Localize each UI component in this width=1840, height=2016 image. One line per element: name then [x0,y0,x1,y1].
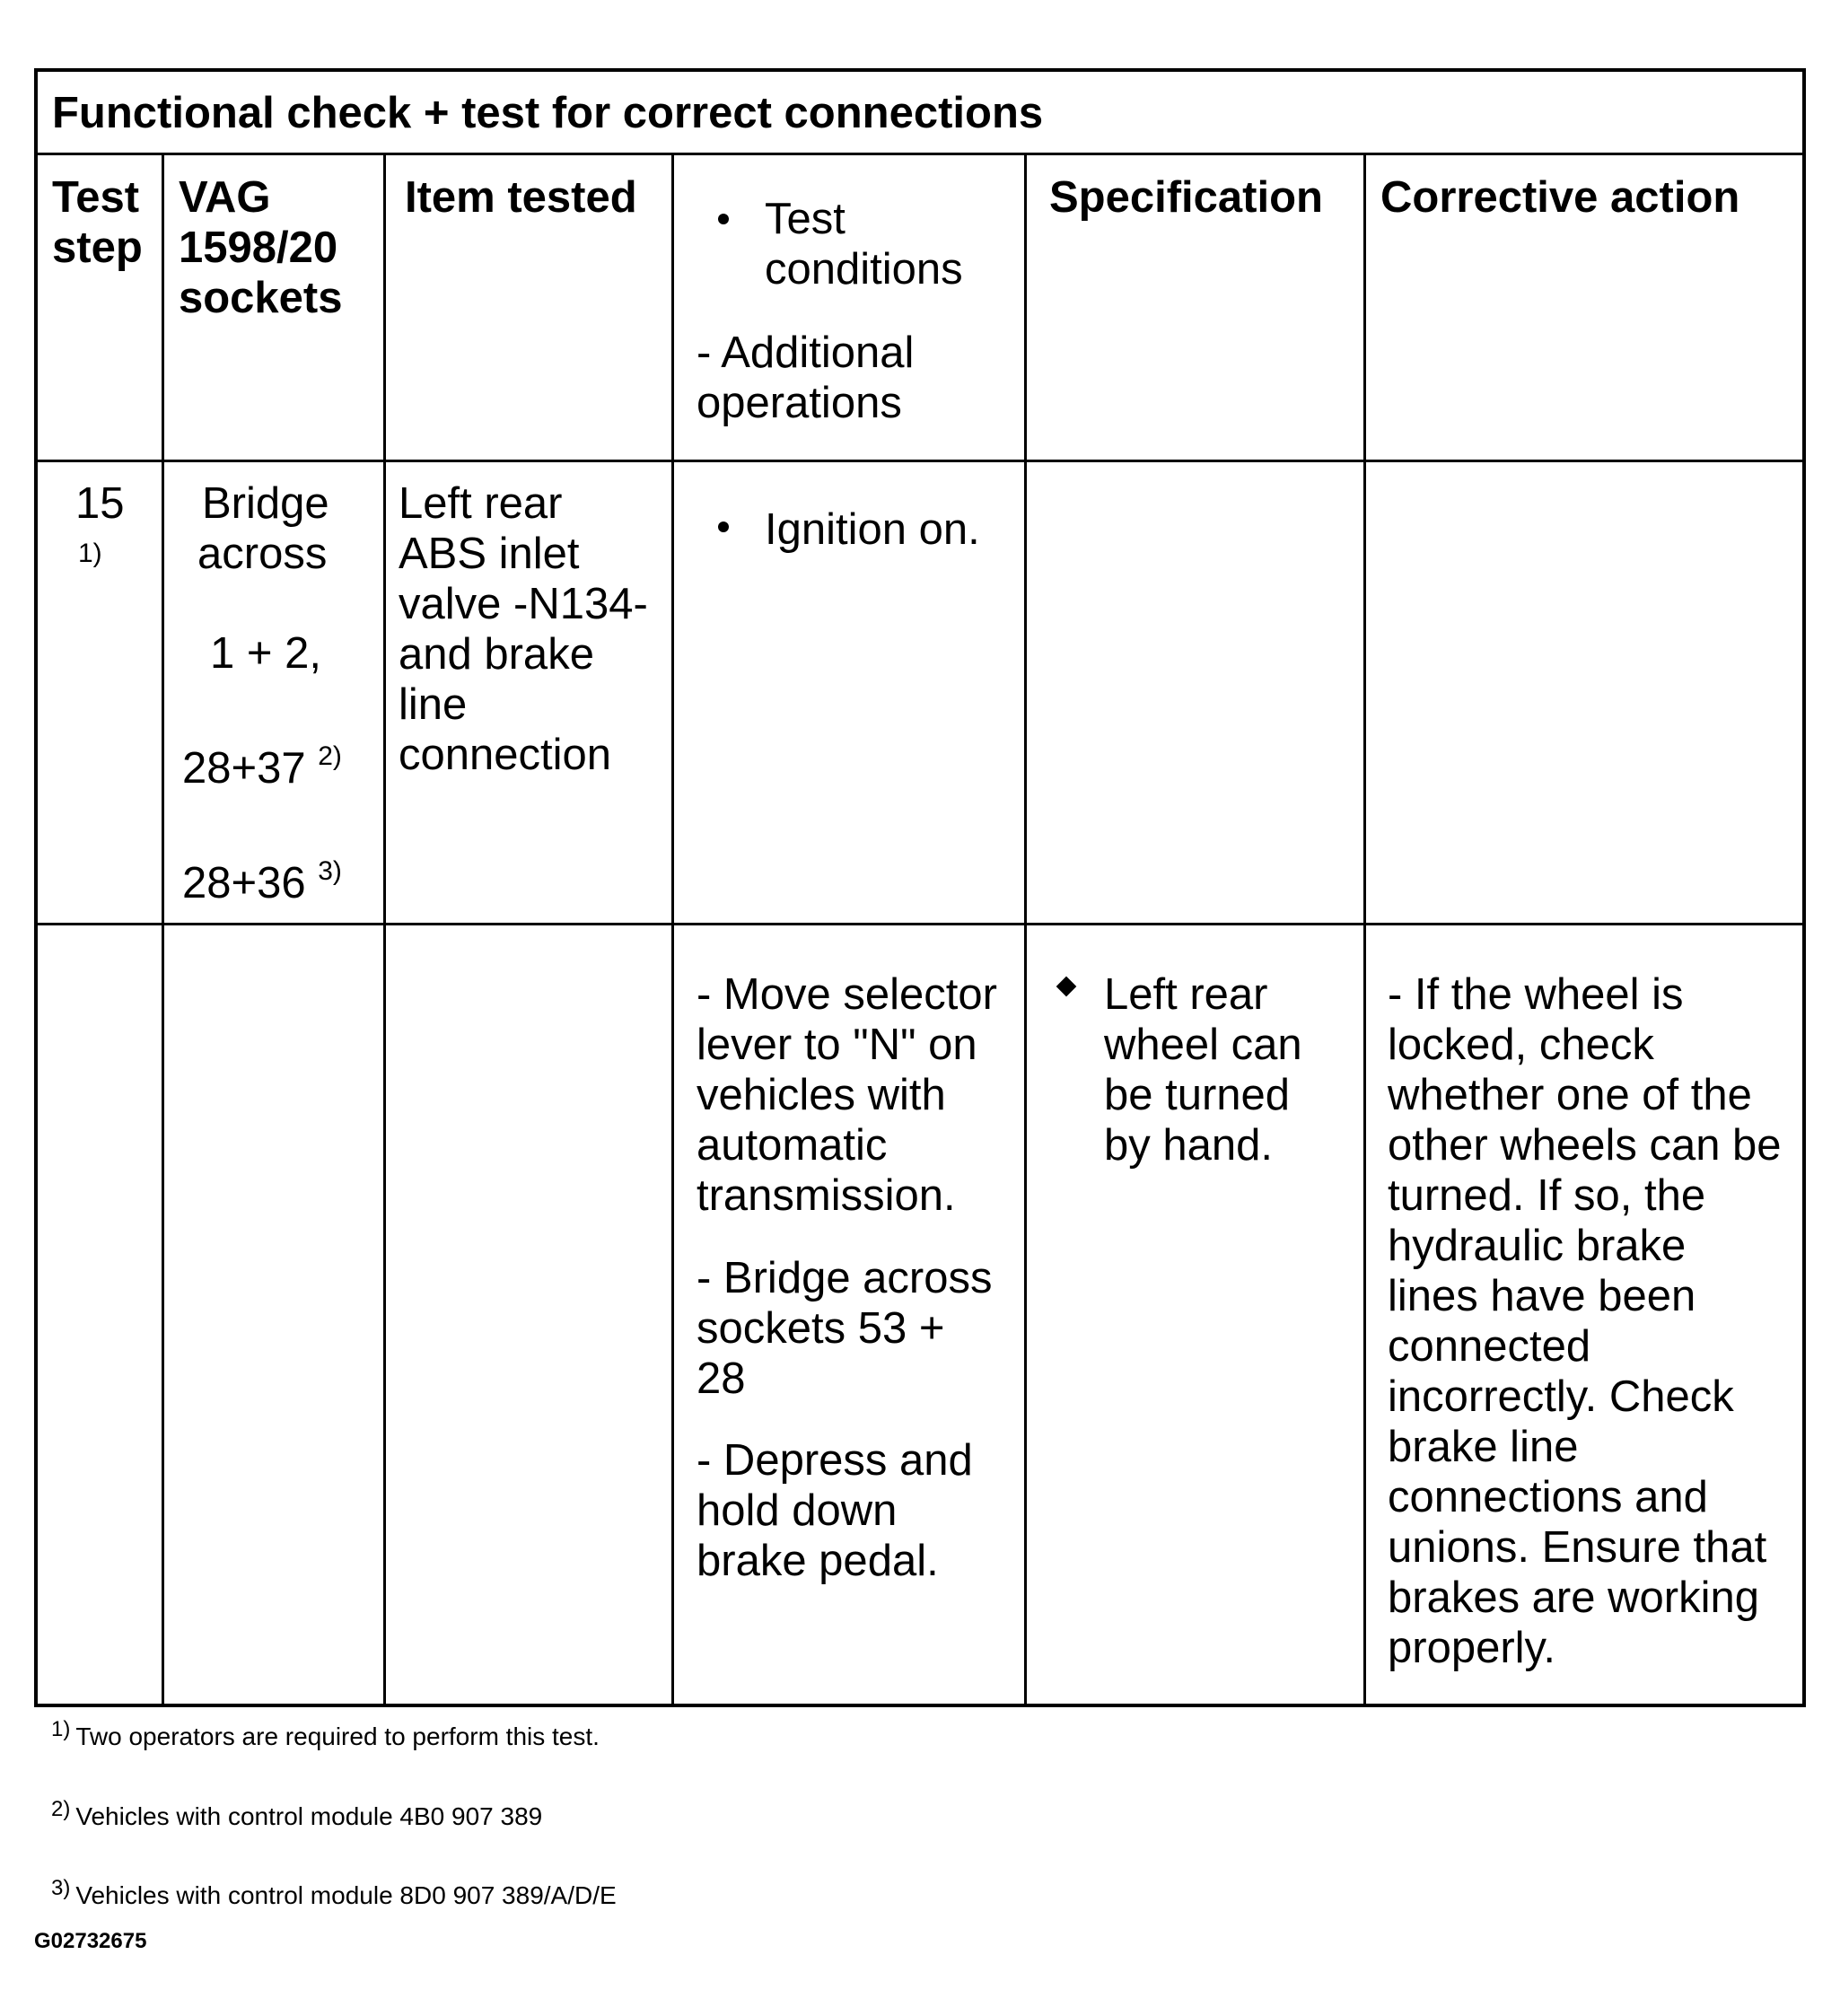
rule-title [38,153,1802,155]
bullet-icon [718,522,729,532]
rule-row1 [38,923,1802,925]
row1-sockets-across: across [197,530,328,578]
row2-operation-2: - Bridge across sockets 53 + 28 [697,1254,993,1403]
diamond-bullet-icon [1056,977,1077,997]
header-corrective-action: Corrective action [1380,173,1740,222]
row1-sockets-1-2: 1 + 2, [210,629,321,678]
row2-operation-1: - Move selector lever to "N" on vehicles with automatic transmission. [697,970,997,1220]
row2-operation-3: - Depress and hold down brake pedal. [697,1436,973,1585]
row1-test-step: 15 [75,479,125,528]
col-rule-3 [671,153,674,1704]
col-rule-5 [1363,153,1366,1704]
rule-header [38,460,1802,462]
row1-sockets-28-36: 28+36 $^{3)}$ [182,856,342,907]
col-rule-4 [1024,153,1027,1704]
test-table [34,68,1806,1707]
row1-item-tested: Left rear ABS inlet valve -N134- and brake line connection [399,479,648,779]
row1-sockets-28-37: 28+37 $^{2)}$ [182,741,342,793]
col-rule-2 [383,153,386,1704]
header-additional-operations: - Additional operations [697,329,915,427]
bullet-icon [718,214,729,224]
row1-sockets-bridge: Bridge [202,479,329,528]
row2-corrective-action: - If the wheel is locked, check whether one of the other wheels can be turned. If so, the hydraulic brake lines have been connected incorrectly. Check brake line connections and unions. Ensure that brakes are working properly. [1388,970,1782,1672]
row2-specification: Left rear wheel can be turned by hand. [1104,970,1302,1170]
footnote-2: 2) Vehicles with control module 4B0 907 389 [51,1797,543,1830]
footnote-1: 1) Two operators are required to perform this test. [51,1717,600,1750]
header-specification: Specification [1049,173,1323,222]
header-test-step: Test step [52,173,143,272]
header-item-tested: Item tested [405,173,637,222]
footnote-3: 3) Vehicles with control module 8D0 907 389/A/D/E [51,1876,617,1909]
row1-test-step-note: 1) [78,539,102,568]
header-sockets: VAG 1598/20 sockets [179,173,343,322]
figure-id: G02732675 [34,1929,147,1953]
header-test-conditions: Test conditions [765,195,963,294]
col-rule-1 [162,153,164,1704]
row1-condition: Ignition on. [765,505,980,554]
table-title: Functional check + test for correct connections [52,89,1044,137]
